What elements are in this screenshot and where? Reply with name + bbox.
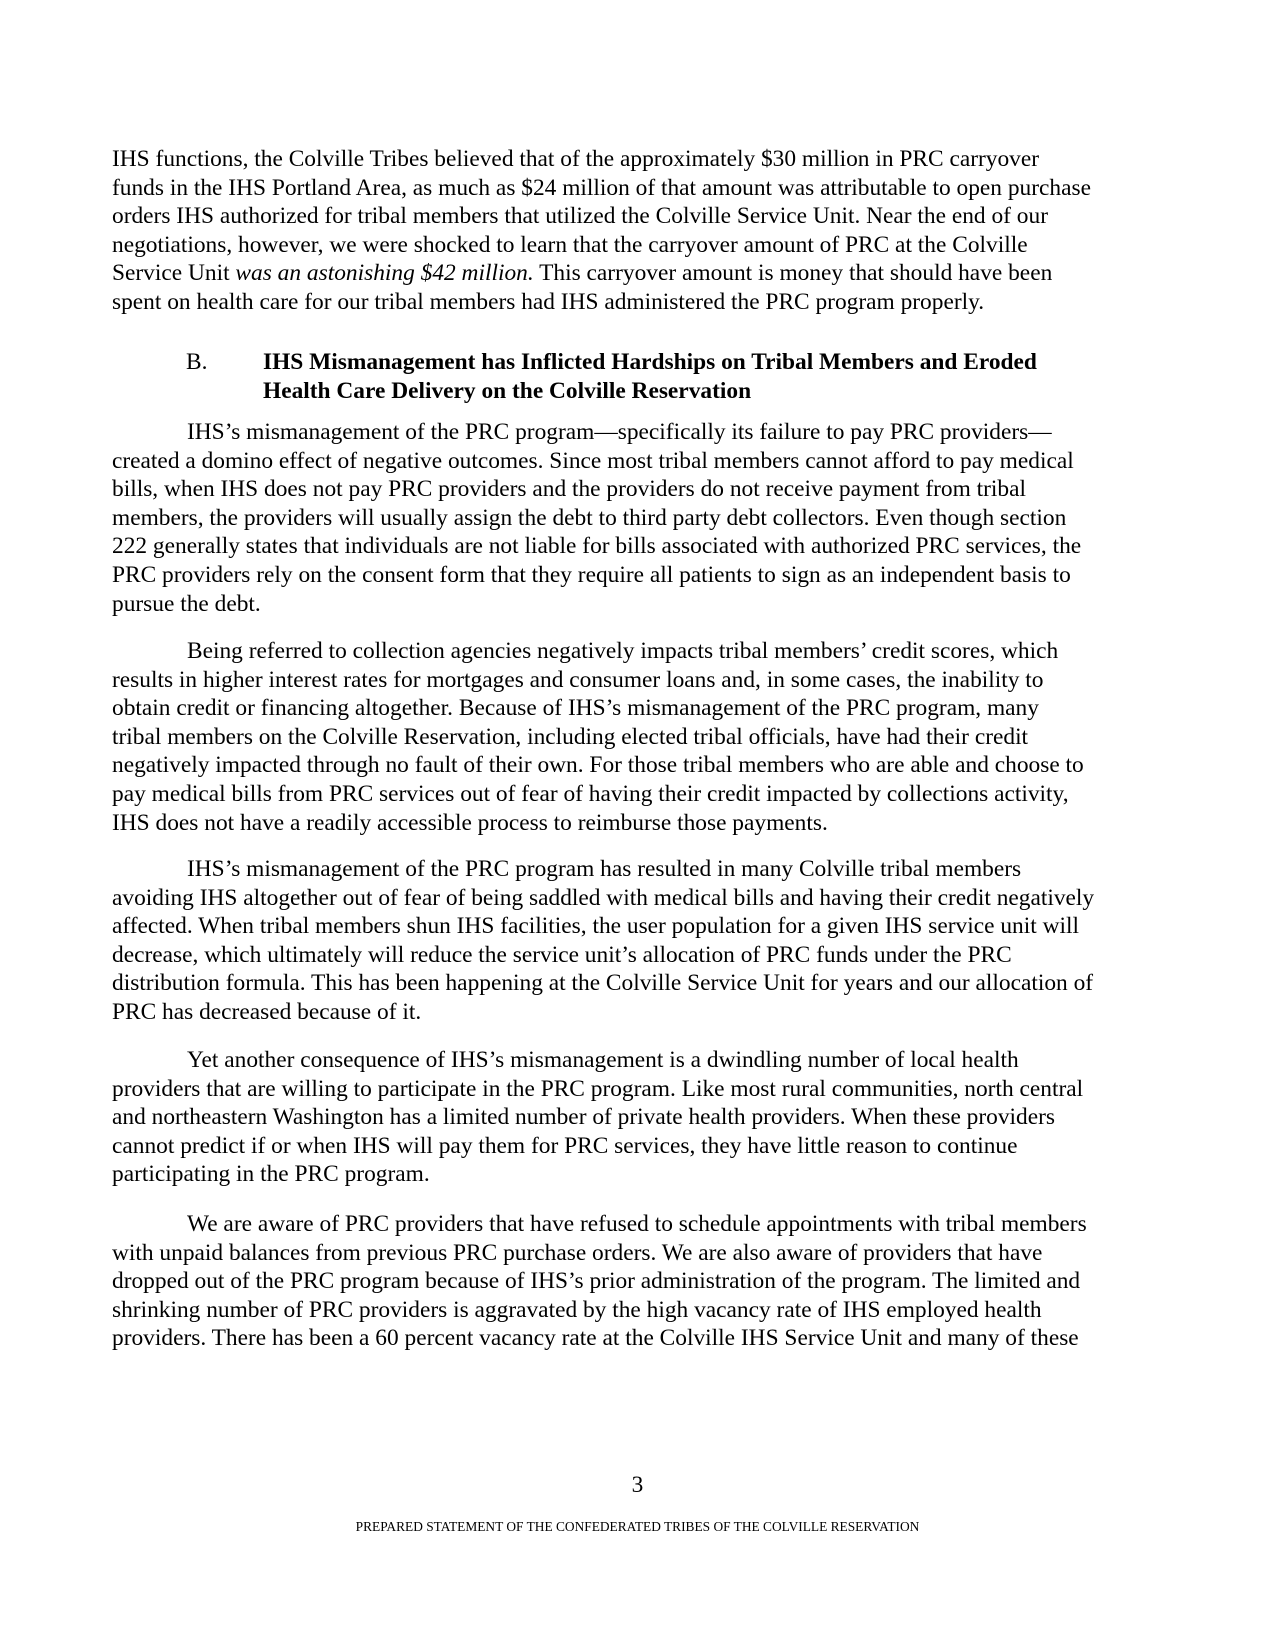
text-line: pay medical bills from PRC services out of fear of having their credit impacted by collections activity, — [112, 780, 1069, 807]
text-line: orders IHS authorized for tribal members that utilized the Colville Service Unit. Near the end of our — [112, 203, 1048, 230]
text-line — [112, 1210, 1172, 1239]
paragraph — [112, 855, 1172, 1027]
text-line: pursue the debt. — [112, 590, 261, 617]
paragraph — [112, 1046, 1172, 1189]
text-line: members, the providers will usually assign the debt to third party debt collectors. Even though section — [112, 504, 1067, 531]
text-line: cannot predict if or when IHS will pay them for PRC services, they have little reason to continue — [112, 1132, 1018, 1159]
text-line — [112, 637, 1172, 666]
section-title-line: Health Care Delivery on the Colville Reservation — [263, 377, 752, 404]
text-line: distribution formula. This has been happening at the Colville Service Unit for years and our allocation of — [112, 970, 1094, 997]
text-line: decrease, which ultimately will reduce the service unit’s allocation of PRC funds under the PRC — [112, 941, 1012, 968]
document-footer: PREPARED STATEMENT OF THE CONFEDERATED TRIBES OF THE COLVILLE RESERVATION — [355, 1519, 920, 1534]
text-line: IHS functions, the Colville Tribes believed that of the approximately $30 million in PRC carryover — [112, 146, 1040, 172]
text-line: shrinking number of PRC providers is aggravated by the high vacancy rate of IHS employed health — [112, 1296, 1042, 1323]
section-title — [263, 348, 1037, 405]
text-line: spent on health care for our tribal members had IHS administered the PRC program properly. — [112, 288, 985, 315]
text-line: bills, when IHS does not pay PRC providers and the providers do not receive payment from tribal — [112, 476, 1027, 503]
text-line: participating in the PRC program. — [112, 1161, 430, 1188]
text-line: tribal members on the Colville Reservation, including elected tribal officials, have had their credit — [112, 723, 1029, 750]
text-line: negotiations, however, we were shocked to learn that the carryover amount of PRC at the Colville — [112, 231, 1028, 258]
emphasized-amount: was an astonishing $42 million. — [235, 260, 534, 287]
text-line: and northeastern Washington has a limited number of private health providers. When these providers — [112, 1104, 1056, 1131]
text-run: Being referred to collection agencies negatively impacts tribal members’ credit scores, which — [187, 638, 1059, 664]
text-line: dropped out of the PRC program because of IHS’s prior administration of the program. The limited and — [112, 1268, 1081, 1295]
text-line: 222 generally states that individuals are not liable for bills associated with authorized PRC services, the — [112, 533, 1082, 560]
paragraph — [112, 1210, 1172, 1353]
paragraph-continuation — [112, 145, 1172, 317]
section-letter: B. — [186, 349, 208, 375]
text-line: PRC has decreased because of it. — [112, 998, 422, 1025]
text-run: Service Unit — [112, 260, 236, 287]
text-line: created a domino effect of negative outcomes. Since most tribal members cannot afford to pay medical — [112, 447, 1074, 474]
text-line — [112, 1046, 1172, 1075]
text-run: We are aware of PRC providers that have refused to schedule appointments with tribal members — [187, 1211, 1087, 1237]
text-line: funds in the IHS Portland Area, as much as $24 million of that amount was attributable to open purchase — [112, 174, 1091, 201]
section-title-line: IHS Mismanagement has Inflicted Hardships on Tribal Members and Eroded — [263, 349, 1037, 375]
text-line: with unpaid balances from previous PRC purchase orders. We are also aware of providers that have — [112, 1239, 1043, 1266]
text-line: providers that are willing to participate in the PRC program. Like most rural communities, north central — [112, 1075, 1084, 1102]
text-line: PRC providers rely on the consent form that they require all patients to sign as an independent basis to — [112, 561, 1071, 588]
text-line — [112, 855, 1172, 884]
paragraph — [112, 418, 1172, 618]
text-line: avoiding IHS altogether out of fear of being saddled with medical bills and having their credit negatively — [112, 884, 1095, 911]
paragraph — [112, 637, 1172, 837]
text-line: providers. There has been a 60 percent vacancy rate at the Colville IHS Service Unit and many of these — [112, 1325, 1079, 1352]
text-run: IHS’s mismanagement of the PRC program—specifically its failure to pay PRC providers— — [187, 419, 1052, 445]
page-number: 3 — [631, 1472, 644, 1498]
text-line: IHS does not have a readily accessible process to reimburse those payments. — [112, 809, 828, 836]
text-run: IHS’s mismanagement of the PRC program has resulted in many Colville tribal members — [187, 856, 1022, 882]
text-line: negatively impacted through no fault of their own. For those tribal members who are able and choose to — [112, 752, 1084, 779]
text-line: obtain credit or financing altogether. Because of IHS’s mismanagement of the PRC program, many — [112, 695, 1039, 722]
text-line — [112, 259, 1172, 288]
text-line: affected. When tribal members shun IHS facilities, the user population for a given IHS service unit will — [112, 913, 1079, 940]
text-line — [112, 418, 1172, 447]
text-run: This carryover amount is money that should have been — [533, 260, 1053, 287]
text-line: results in higher interest rates for mortgages and consumer loans and, in some cases, the inability to — [112, 666, 1044, 693]
text-run: Yet another consequence of IHS’s mismanagement is a dwindling number of local health — [187, 1047, 1019, 1073]
